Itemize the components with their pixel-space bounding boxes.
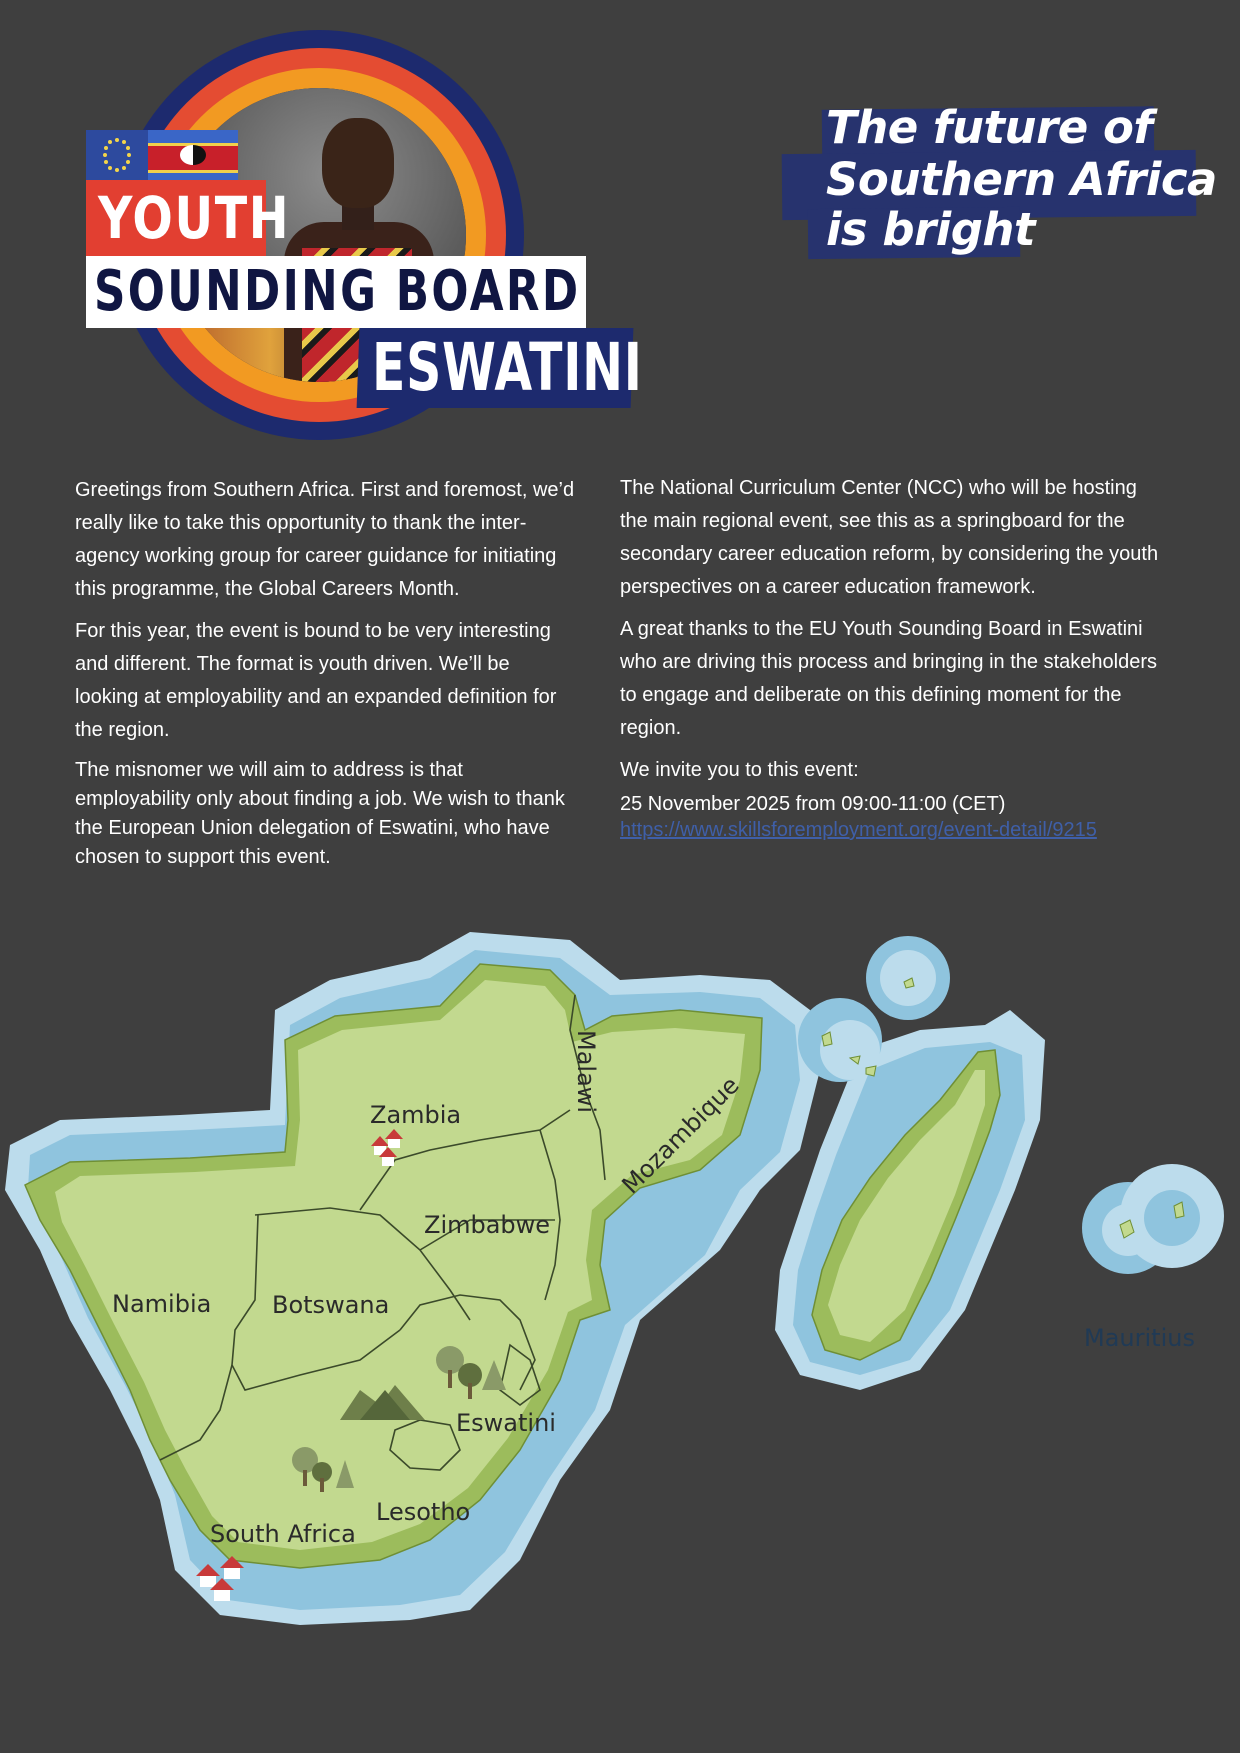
left-paragraph-2: For this year, the event is bound to be very interesting and different. The format is youth driven. We’ll be looking at employability and an expanded definition for the region. bbox=[75, 620, 557, 741]
label-lesotho: Lesotho bbox=[376, 1498, 471, 1526]
event-date: 25 November 2025 from 09:00-11:00 (CET) bbox=[620, 793, 1006, 815]
headline-line-3: is bright bbox=[826, 203, 1035, 256]
label-south-africa: South Africa bbox=[210, 1520, 356, 1548]
event-link[interactable]: https://www.skillsforemployment.org/event-detail/9215 bbox=[620, 819, 1097, 841]
left-paragraph-1: Greetings from Southern Africa. First and foremost, we’d really like to take this opportunity to thank the inter-agency working group for career guidance for initiating this programme, the Global Careers Month. bbox=[75, 479, 575, 600]
label-namibia: Namibia bbox=[112, 1290, 212, 1318]
label-mozambique: Mozambique bbox=[616, 1071, 745, 1200]
southern-africa-map bbox=[0, 920, 1240, 1710]
headline-line-2: Southern Africa bbox=[826, 153, 1217, 206]
label-eswatini: Eswatini bbox=[456, 1409, 556, 1437]
right-column bbox=[620, 472, 1165, 843]
right-paragraph-1: The National Curriculum Center (NCC) who will be hosting the main regional event, see this as a springboard for the secondary career education reform, by considering the youth perspectives on a career education framework. bbox=[620, 477, 1159, 598]
label-malawi: Malawi bbox=[572, 1030, 600, 1114]
left-column bbox=[75, 474, 575, 881]
left-paragraph-3: The misnomer we will aim to address is that employability only about finding a job. We wish to thank the European Union delegation of Eswatini, who have chosen to support this event. bbox=[75, 759, 565, 868]
label-zimbabwe: Zimbabwe bbox=[424, 1211, 551, 1239]
label-zambia: Zambia bbox=[370, 1101, 462, 1129]
label-botswana: Botswana bbox=[272, 1291, 390, 1319]
logo-sounding-board-text: SOUNDING BOARD bbox=[94, 259, 581, 324]
headline-line-1: The future of bbox=[826, 101, 1153, 154]
right-paragraph-2: A great thanks to the EU Youth Sounding Board in Eswatini who are driving this process and bringing in the stakeholders to engage and deliberate on this defining moment for the region. bbox=[620, 618, 1157, 739]
logo-eswatini-text: ESWATINI bbox=[372, 329, 643, 406]
headline bbox=[0, 0, 1240, 300]
logo-youth-text: YOUTH bbox=[98, 184, 291, 252]
label-mauritius: Mauritius bbox=[1084, 1324, 1195, 1352]
invite-text: We invite you to this event: bbox=[620, 759, 859, 781]
